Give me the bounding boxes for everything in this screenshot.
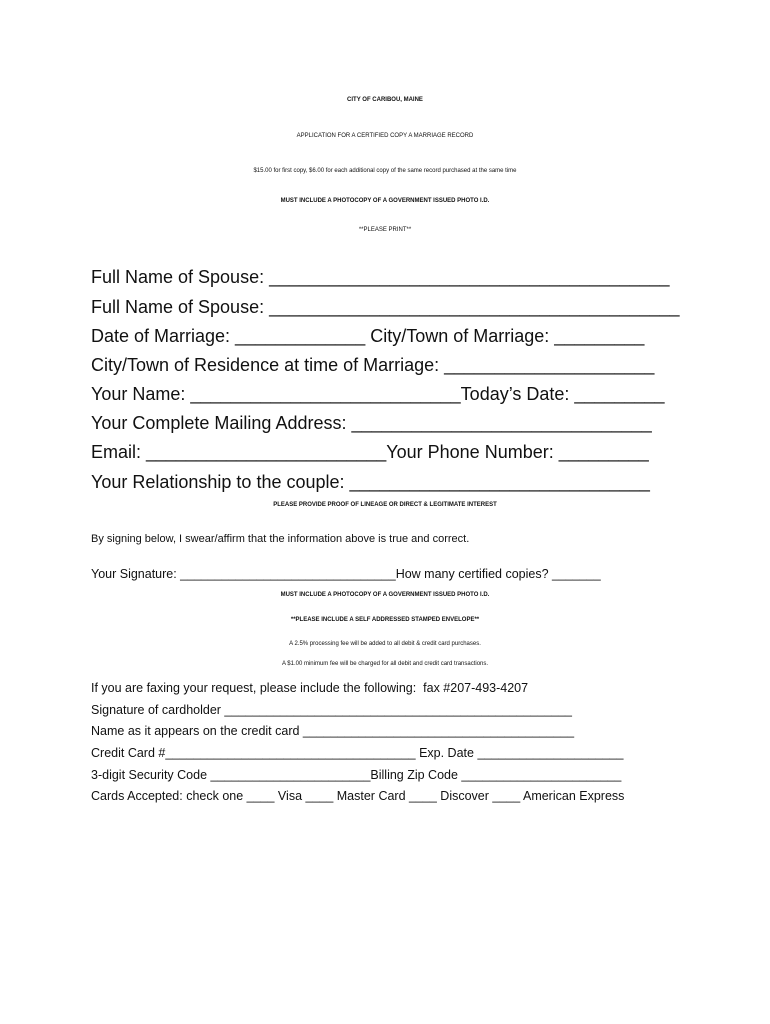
processing-fee-notice: A 2.5% processing fee will be added to all debit & credit card purchases.: [289, 641, 481, 647]
your-name-date-field[interactable]: Your Name: ___________________________Today’s Date: _________: [91, 384, 665, 404]
card-number-expiry-field[interactable]: Credit Card #____________________________________ Exp. Date _____________________: [91, 746, 624, 760]
envelope-notice: **PLEASE INCLUDE A SELF ADDRESSED STAMPED ENVELOPE**: [290, 617, 480, 623]
fax-instructions: If you are faxing your request, please include the following: fax #207-493-4207: [91, 681, 529, 695]
cards-accepted-field[interactable]: Cards Accepted: check one ____ Visa ____ Master Card ____ Discover ____ American Express: [91, 789, 625, 803]
cardholder-name-field[interactable]: Name as it appears on the credit card _______________________________________: [91, 724, 575, 738]
marriage-date-town-field[interactable]: Date of Marriage: _____________ City/Town of Marriage: _________: [91, 326, 645, 346]
form-subtitle: APPLICATION FOR A CERTIFIED COPY A MARRIAGE RECORD: [296, 133, 474, 139]
minimum-fee-notice: A $1.00 minimum fee will be charged for all debit and credit card transactions.: [281, 661, 489, 667]
please-print-notice: **PLEASE PRINT**: [358, 227, 412, 233]
relationship-field[interactable]: Your Relationship to the couple: ______________________________: [91, 472, 650, 492]
attestation-text: By signing below, I swear/affirm that the information above is true and correct.: [91, 533, 470, 545]
spouse-2-name-field[interactable]: Full Name of Spouse: _________________________________________: [91, 297, 680, 317]
lineage-notice: PLEASE PROVIDE PROOF OF LINEAGE OR DIRECT & LEGITIMATE INTEREST: [273, 502, 497, 508]
residence-town-field[interactable]: City/Town of Residence at time of Marriage: _____________________: [91, 355, 655, 375]
email-phone-field[interactable]: Email: ________________________Your Phone Number: _________: [91, 442, 649, 462]
spouse-1-name-field[interactable]: Full Name of Spouse: ________________________________________: [91, 267, 670, 287]
fee-note: $15.00 for first copy, $6.00 for each additional copy of the same record purchased at the same time: [253, 168, 517, 174]
mailing-address-field[interactable]: Your Complete Mailing Address: ______________________________: [91, 413, 652, 433]
cardholder-signature-field[interactable]: Signature of cardholder __________________________________________________: [91, 703, 573, 717]
page-title: CITY OF CARIBOU, MAINE: [347, 97, 423, 103]
photo-id-notice: MUST INCLUDE A PHOTOCOPY OF A GOVERNMENT ISSUED PHOTO I.D.: [280, 198, 490, 204]
photo-id-notice-2: MUST INCLUDE A PHOTOCOPY OF A GOVERNMENT ISSUED PHOTO I.D.: [280, 592, 490, 598]
security-code-zip-field[interactable]: 3-digit Security Code _______________________Billing Zip Code _______________________: [91, 768, 622, 782]
signature-copies-field[interactable]: Your Signature: _______________________________How many certified copies? _______: [91, 567, 601, 581]
